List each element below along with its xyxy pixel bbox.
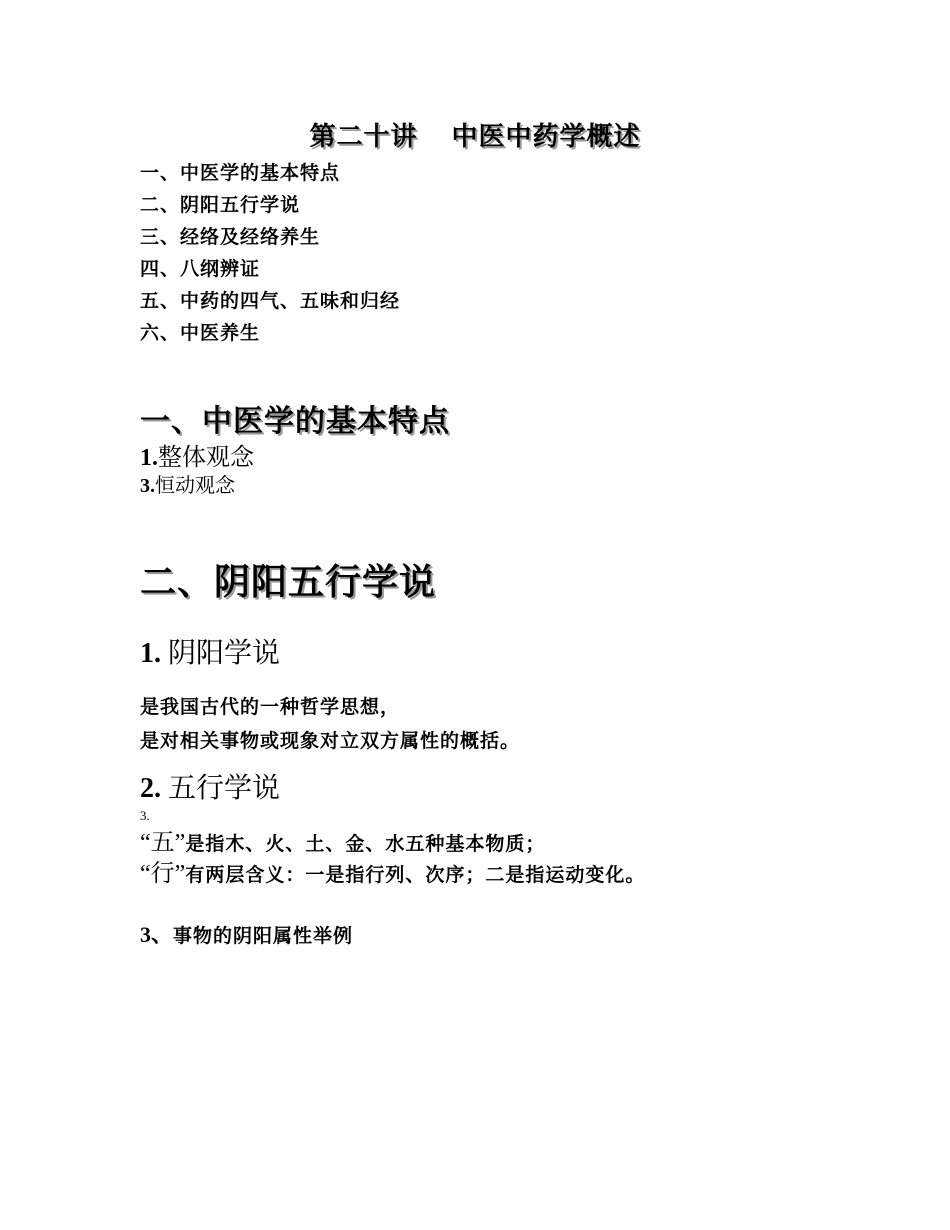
sub-number: 2. <box>140 773 161 804</box>
xing-definition <box>140 862 645 886</box>
section1-item-holism <box>140 446 254 470</box>
yinyang-subheading <box>140 640 280 668</box>
sub-text: 事物的阴阳属性举例 <box>173 925 354 947</box>
item-text: 整体观念 <box>158 445 254 471</box>
sub-number: 3、 <box>140 922 174 947</box>
item-number: 1. <box>140 445 158 471</box>
section2-heading: 二、阴阳五行学说 <box>140 562 437 603</box>
toc-item: 六、中医养生 <box>140 322 261 344</box>
yinyang-examples-subheading <box>140 924 353 946</box>
item-text: 恒动观念 <box>155 475 235 497</box>
lecture-title: 中医中药学概述 <box>451 122 641 152</box>
xing-text: 有两层含义：一是指行列、次序；二是指运动变化。 <box>185 864 646 886</box>
toc-item: 一、中医学的基本特点 <box>140 162 341 184</box>
xing-quote: “行” <box>140 861 186 887</box>
section1-item-dynamic <box>140 476 235 496</box>
section1-heading: 一、中医学的基本特点 <box>140 404 450 439</box>
sub-text: 阴阳学说 <box>168 638 281 669</box>
toc-item: 四、八纲辨证 <box>140 258 261 280</box>
lecture-number: 第二十讲 <box>309 122 418 152</box>
page-title <box>0 124 950 150</box>
sub-text: 五行学说 <box>168 773 281 804</box>
stray-number: 3. <box>140 808 150 823</box>
yinyang-line: 是对相关事物或现象对立双方属性的概括。 <box>140 730 521 752</box>
toc-item: 二、阴阳五行学说 <box>140 194 301 216</box>
toc-item: 三、经络及经络养生 <box>140 226 321 248</box>
yinyang-line: 是我国古代的一种哲学思想， <box>140 696 401 718</box>
wu-definition <box>140 831 545 855</box>
wu-text: 是指木、火、土、金、水五种基本物质； <box>185 833 546 855</box>
toc-item: 五、中药的四气、五味和归经 <box>140 290 401 312</box>
wuxing-subheading <box>140 775 280 803</box>
wu-quote: “五” <box>140 830 186 856</box>
sub-number: 1. <box>140 638 161 669</box>
item-number: 3. <box>140 475 155 497</box>
